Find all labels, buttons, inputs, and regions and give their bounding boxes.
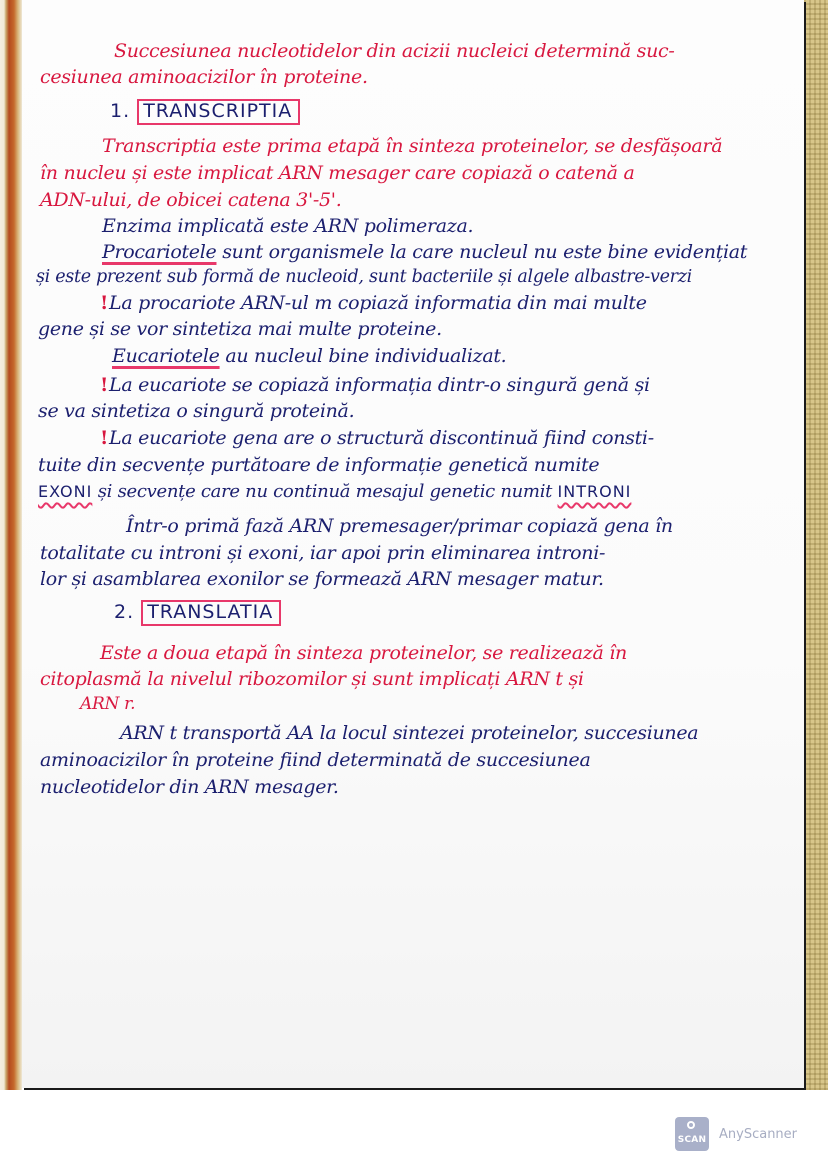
note-eucariote-2-line-1: !La eucariote gena are o structură discontinuă fiind consti- [100, 427, 654, 449]
premesager-line-2: totalitate cu introni și exoni, iar apoi prin eliminarea introni- [40, 542, 606, 564]
premesager-line-1: Într-o primă fază ARN premesager/primar copiază gena în [126, 515, 673, 537]
exclamation-icon: ! [100, 374, 109, 396]
procariote-line-1: Procariotele sunt organismele la care nucleul nu este bine evidențiat [102, 241, 748, 263]
section-2-title: TRANSLATIA [141, 600, 281, 626]
scan-logo-icon [675, 1117, 709, 1151]
section-2-number: 2. [114, 601, 135, 623]
section-1-heading [110, 99, 300, 125]
arnt-line-1: ARN t transportă AA la locul sintezei proteinelor, succesiunea [120, 722, 699, 744]
note-procariote-line-1: !La procariote ARN-ul m copiază informatia din mai multe [100, 292, 647, 314]
arnt-line-2: aminoacizilor în proteine fiind determinată de succesiunea [40, 749, 591, 771]
eucariote-line: Eucariotele au nucleul bine individualizat. [112, 345, 507, 367]
exoni-term: EXONI [38, 482, 93, 501]
intro-line-2: cesiunea aminoacizilor în proteine. [40, 66, 368, 88]
translation-line-3: ARN r. [80, 694, 136, 714]
transcription-line-2: în nucleu și este implicat ARN mesager care copiază o catenă a [40, 162, 635, 184]
procariote-term: Procariotele [102, 241, 217, 263]
scan-background-left-edge [0, 0, 22, 1090]
note-procariote-line-2: gene și se vor sintetiza mai multe proteine. [38, 318, 442, 340]
note-eucariote-2-line-2: tuite din secvențe purtătoare de informație genetică numite [38, 454, 600, 476]
transcription-line-1: Transcriptia este prima etapă în sinteza proteinelor, se desfășoară [102, 135, 723, 157]
premesager-line-3: lor și asamblarea exonilor se formează ARN mesager matur. [40, 568, 604, 590]
introni-term: INTRONI [557, 482, 632, 501]
notebook-page [22, 0, 804, 1088]
translation-line-2: citoplasmă la nivelul ribozomilor și sunt implicați ARN t și [40, 668, 584, 690]
translation-line-1: Este a doua etapă în sinteza proteinelor, se realizează în [100, 642, 627, 664]
app-name: AnyScanner [719, 1126, 798, 1142]
section-2-heading [114, 600, 281, 626]
scan-background-right-edge [804, 0, 828, 1090]
scan-logo-label: SCAN [677, 1135, 707, 1145]
note-eucariote-1-line-1: !La eucariote se copiază informația dintr-o singură genă și [100, 374, 650, 396]
intro-line-1: Succesiunea nucleotidelor din acizii nucleici determină suc- [114, 40, 675, 62]
exclamation-icon: ! [100, 427, 109, 449]
enzyme-line: Enzima implicată este ARN polimeraza. [102, 215, 474, 237]
exclamation-icon: ! [100, 292, 109, 314]
anyscanner-watermark [675, 1117, 797, 1151]
procariote-line-2: și este prezent sub formă de nucleoid, sunt bacteriile și algele albastre-verzi [36, 267, 692, 287]
transcription-line-3: ADN-ului, de obicei catena 3'-5'. [40, 189, 342, 211]
section-1-number: 1. [110, 100, 131, 122]
arnt-line-3: nucleotidelor din ARN mesager. [40, 776, 339, 798]
note-eucariote-2-line-3: EXONI și secvențe care nu continuă mesajul genetic numit INTRONI [38, 481, 632, 502]
section-1-title: TRANSCRIPTIA [137, 99, 300, 125]
eucariote-term: Eucariotele [112, 345, 220, 367]
note-eucariote-1-line-2: se va sintetiza o singură proteină. [38, 400, 355, 422]
